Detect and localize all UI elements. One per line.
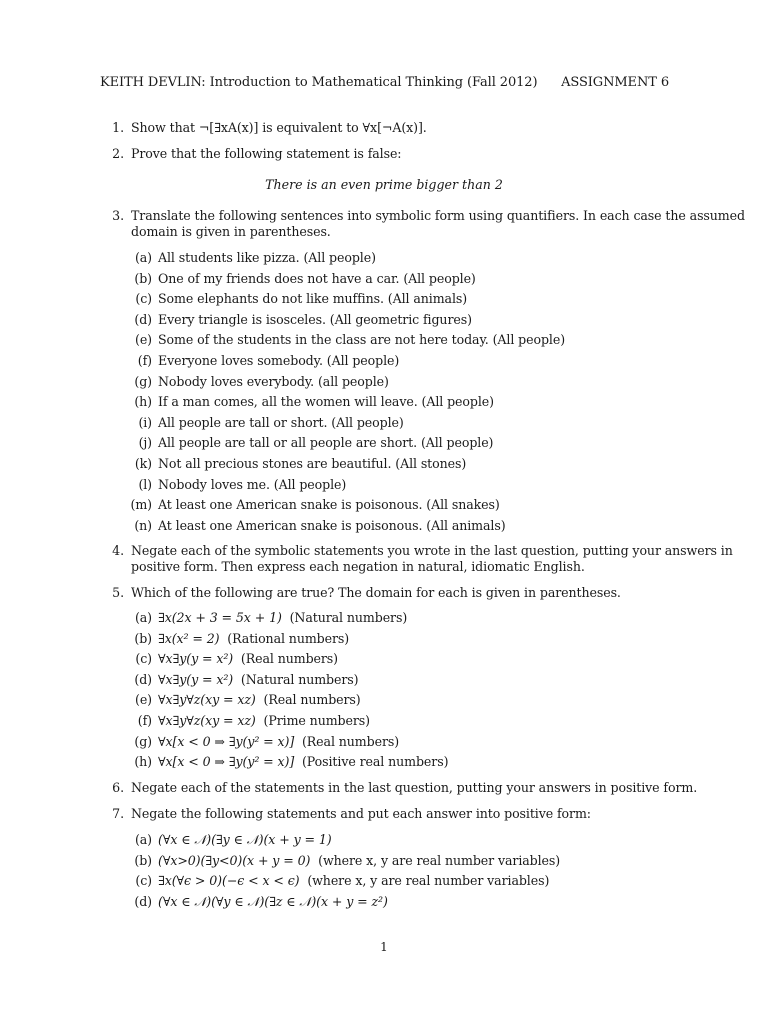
item-formula: (∀x ∈ 𝒩)(∃y ∈ 𝒩)(x + y = 1) <box>158 832 332 847</box>
item-label: (h) <box>134 754 152 770</box>
item-label: (l) <box>138 476 152 492</box>
item-label: (c) <box>135 873 152 889</box>
item-label: (d) <box>134 671 152 687</box>
item-content <box>158 873 549 888</box>
item-note: (where x, y are real number variables) <box>318 852 561 868</box>
item-note: (where x, y are real number variables) <box>307 873 550 889</box>
item-label: (d) <box>134 893 152 909</box>
item-text: All people are tall or short. (All people) <box>158 414 404 430</box>
item-text: Nobody loves me. (All people) <box>158 476 347 492</box>
item-label: (b) <box>134 270 152 286</box>
item-text: Not all precious stones are beautiful. (All stones) <box>158 456 467 471</box>
item-content <box>158 610 407 625</box>
item-text: One of my friends does not have a car. (All people) <box>158 270 476 286</box>
question-text: Negate the following statements and put each answer into positive form: <box>131 806 591 821</box>
question-text: Negate each of the statements in the last question, putting your answers in positive form. <box>131 780 698 795</box>
item-label: (b) <box>134 630 152 646</box>
item-content <box>158 631 349 646</box>
item-formula: ∀x∃y∀z(xy = xz) <box>158 692 256 708</box>
item-text: Every triangle is isosceles. (All geometric figures) <box>158 311 472 327</box>
item-note: (Positive real numbers) <box>301 754 449 770</box>
item-label: (a) <box>134 832 152 847</box>
item-content <box>158 734 399 749</box>
item-text: At least one American snake is poisonous. (All animals) <box>158 517 506 533</box>
item-label: (n) <box>134 517 152 533</box>
item-note: (Natural numbers) <box>240 671 359 687</box>
item-label: (e) <box>135 332 152 348</box>
item-formula: ∀x∃y∀z(xy = xz) <box>158 713 256 728</box>
question-number: 2. <box>112 146 124 161</box>
item-note: (Real numbers) <box>301 733 400 749</box>
item-formula: ∃x(∀ϵ > 0)(−ϵ < x < ϵ) <box>158 873 300 889</box>
question-text-line-1: Negate each of the symbolic statements you wrote in the last question, putting your answers in <box>131 543 733 558</box>
item-label: (e) <box>135 692 152 708</box>
header-title: KEITH DEVLIN: Introduction to Mathematical Thinking (Fall 2012) <box>100 75 538 90</box>
header-assignment: ASSIGNMENT 6 <box>561 75 669 90</box>
question-text: Which of the following are true? The domain for each is given in parentheses. <box>131 585 621 600</box>
item-label: (m) <box>130 497 152 513</box>
item-content <box>158 672 358 687</box>
item-text: If a man comes, all the women will leave. (All people) <box>158 394 494 410</box>
item-formula: ∀x[x < 0 ⇒ ∃y(y² = x)] <box>158 754 295 770</box>
item-label: (b) <box>134 852 152 868</box>
item-content <box>158 692 361 707</box>
item-label: (k) <box>134 456 152 471</box>
question-number: 3. <box>112 208 124 223</box>
question-text: Show that ¬[∃xA(x)] is equivalent to ∀x[¬A(x)]. <box>131 120 427 135</box>
question-number: 5. <box>112 585 124 600</box>
item-text: Some elephants do not like muffins. (All animals) <box>158 291 468 307</box>
question-number: 4. <box>112 543 124 558</box>
question-number: 1. <box>112 120 124 135</box>
item-label: (g) <box>134 373 152 389</box>
item-text: Some of the students in the class are not here today. (All people) <box>158 332 566 348</box>
false-statement: There is an even prime bigger than 2 <box>265 177 503 192</box>
item-content <box>158 754 448 769</box>
item-formula: (∀x>0)(∃y<0)(x + y = 0) <box>158 852 311 868</box>
item-formula: ∀x∃y(y = x²) <box>158 651 234 667</box>
item-text: At least one American snake is poisonous. (All snakes) <box>158 497 500 513</box>
item-label: (g) <box>134 733 152 749</box>
question-3-line-2: domain is given in parentheses. <box>131 224 331 239</box>
page-number: 1 <box>380 940 388 954</box>
item-note: (Real numbers) <box>263 692 361 708</box>
item-text: All students like pizza. (All people) <box>158 250 376 265</box>
item-content <box>158 853 560 868</box>
item-note: (Real numbers) <box>240 651 338 667</box>
item-text: All people are tall or all people are short. (All people) <box>158 435 494 451</box>
question-text-line-1: Translate the following sentences into symbolic form using quantifiers. In each case the assumed <box>131 208 745 223</box>
question-text: Prove that the following statement is false: <box>131 146 402 161</box>
item-note: (Natural numbers) <box>289 610 408 625</box>
item-label: (h) <box>134 394 152 410</box>
item-content <box>158 832 339 848</box>
item-formula: ∃x(2x + 3 = 5x + 1) <box>158 610 282 625</box>
item-label: (j) <box>138 435 152 451</box>
question-4-line-2: positive form. Then express each negation in natural, idiomatic English. <box>131 559 585 574</box>
item-content <box>158 713 370 728</box>
item-label: (f) <box>137 713 152 728</box>
item-label: (d) <box>134 311 152 327</box>
item-content <box>158 651 338 666</box>
item-formula: (∀x ∈ 𝒩)(∀y ∈ 𝒩)(∃z ∈ 𝒩)(x + y = z²) <box>158 893 388 909</box>
item-formula: ∃x(x² = 2) <box>158 630 220 646</box>
item-label: (f) <box>137 353 152 368</box>
question-number: 7. <box>112 806 124 821</box>
item-note: (Prime numbers) <box>263 713 370 728</box>
item-label: (a) <box>134 250 152 265</box>
page-header <box>100 75 669 90</box>
item-formula: ∀x∃y(y = x²) <box>158 671 234 687</box>
item-text: Nobody loves everybody. (all people) <box>158 373 389 389</box>
item-label: (a) <box>134 610 152 625</box>
item-label: (c) <box>135 291 152 307</box>
item-label: (c) <box>135 651 152 667</box>
item-note: (Rational numbers) <box>227 630 350 646</box>
question-number: 6. <box>112 780 124 795</box>
item-label: (i) <box>138 414 152 430</box>
item-text: Everyone loves somebody. (All people) <box>158 353 400 368</box>
item-content <box>158 894 396 910</box>
item-formula: ∀x[x < 0 ⇒ ∃y(y² = x)] <box>158 733 295 749</box>
